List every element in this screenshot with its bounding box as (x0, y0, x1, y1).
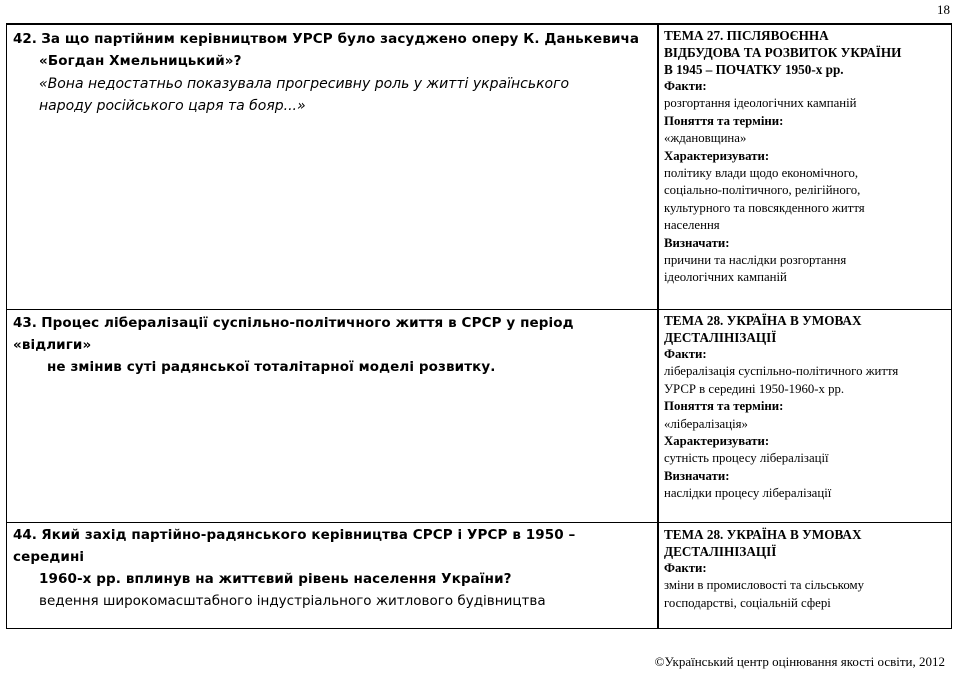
topic-block-42 (664, 27, 950, 287)
question-text: 1960-х рр. вплинув на життєвий рівень населення України? (39, 571, 512, 587)
facts-text: розгортання ідеологічних кампаній (664, 96, 857, 111)
determine-label: Визначати: (664, 235, 730, 250)
question-text: «Богдан Хмельницький»? (39, 53, 242, 69)
determine-text: ідеологічних кампаній (664, 270, 787, 285)
facts-text: зміни в промисловості та сільському (664, 578, 864, 593)
determine-text: наслідки процесу лібералізації (664, 486, 832, 501)
topic-block-44 (664, 526, 950, 612)
row-divider (7, 522, 951, 523)
question-42 (13, 28, 649, 116)
topic-title: ДЕСТАЛІНІЗАЦІЇ (664, 330, 777, 345)
determine-text: причини та наслідки розгортання (664, 253, 847, 268)
determine-label: Визначати: (664, 468, 730, 483)
characterize-text: соціально-політичного, релігійного, (664, 183, 861, 198)
characterize-text: сутність процесу лібералізації (664, 451, 829, 466)
copyright-footer: ©Український центр оцінювання якості освіти, 2012 (654, 654, 945, 669)
characterize-text: культурного та повсякденного життя (664, 200, 865, 215)
terms-text: «лібералізація» (664, 416, 748, 431)
question-43 (13, 312, 649, 378)
facts-text: лібералізація суспільно-політичного життя (664, 364, 899, 379)
topic-title: ВІДБУДОВА ТА РОЗВИТОК УКРАЇНИ (664, 45, 902, 60)
topic-title: В 1945 – ПОЧАТКУ 1950-х рр. (664, 62, 844, 77)
question-number: 43. (13, 315, 37, 331)
question-text: За що партійним керівництвом УРСР було засуджено оперу К. Данькевича (41, 31, 640, 47)
page-number: 18 (937, 2, 950, 17)
facts-label: Факти: (664, 561, 707, 575)
topic-title: ТЕМА 28. УКРАЇНА В УМОВАХ (664, 527, 862, 542)
question-text: Процес лібералізації суспільно-політичного життя в СРСР у період «відлиги» (13, 315, 574, 353)
topic-block-43 (664, 312, 950, 503)
column-divider (657, 25, 659, 628)
characterize-label: Характеризувати: (664, 148, 770, 163)
answer-text: «Вона недостатньо показувала прогресивну роль у житті українського (39, 76, 570, 92)
terms-text: «ждановщина» (664, 131, 747, 146)
topic-title: ТЕМА 27. ПІСЛЯВОЄННА (664, 28, 829, 43)
question-text: не змінив суті радянської тоталітарної моделі розвитку. (47, 359, 496, 375)
facts-label: Факти: (664, 347, 707, 361)
terms-label: Поняття та терміни: (664, 113, 784, 128)
characterize-label: Характеризувати: (664, 434, 770, 449)
topic-title: ТЕМА 28. УКРАЇНА В УМОВАХ (664, 313, 862, 328)
row-divider (7, 309, 951, 310)
question-text: Який захід партійно-радянського керівництва СРСР і УРСР в 1950 – середині (13, 527, 576, 565)
question-number: 42. (13, 31, 37, 47)
facts-label: Факти: (664, 79, 707, 93)
question-number: 44. (13, 527, 37, 543)
characterize-text: населення (664, 218, 720, 233)
answer-text: ведення широкомасштабного індустріального житлового будівництва (39, 593, 546, 609)
characterize-text: політику влади щодо економічного, (664, 166, 859, 181)
answer-text: народу російського царя та бояр...» (39, 98, 306, 114)
question-44 (13, 524, 649, 612)
facts-text: господарстві, соціальній сфері (664, 595, 831, 610)
questions-table (6, 23, 952, 629)
facts-text: УРСР в середині 1950-1960-х рр. (664, 381, 845, 396)
terms-label: Поняття та терміни: (664, 399, 784, 414)
topic-title: ДЕСТАЛІНІЗАЦІЇ (664, 544, 777, 559)
